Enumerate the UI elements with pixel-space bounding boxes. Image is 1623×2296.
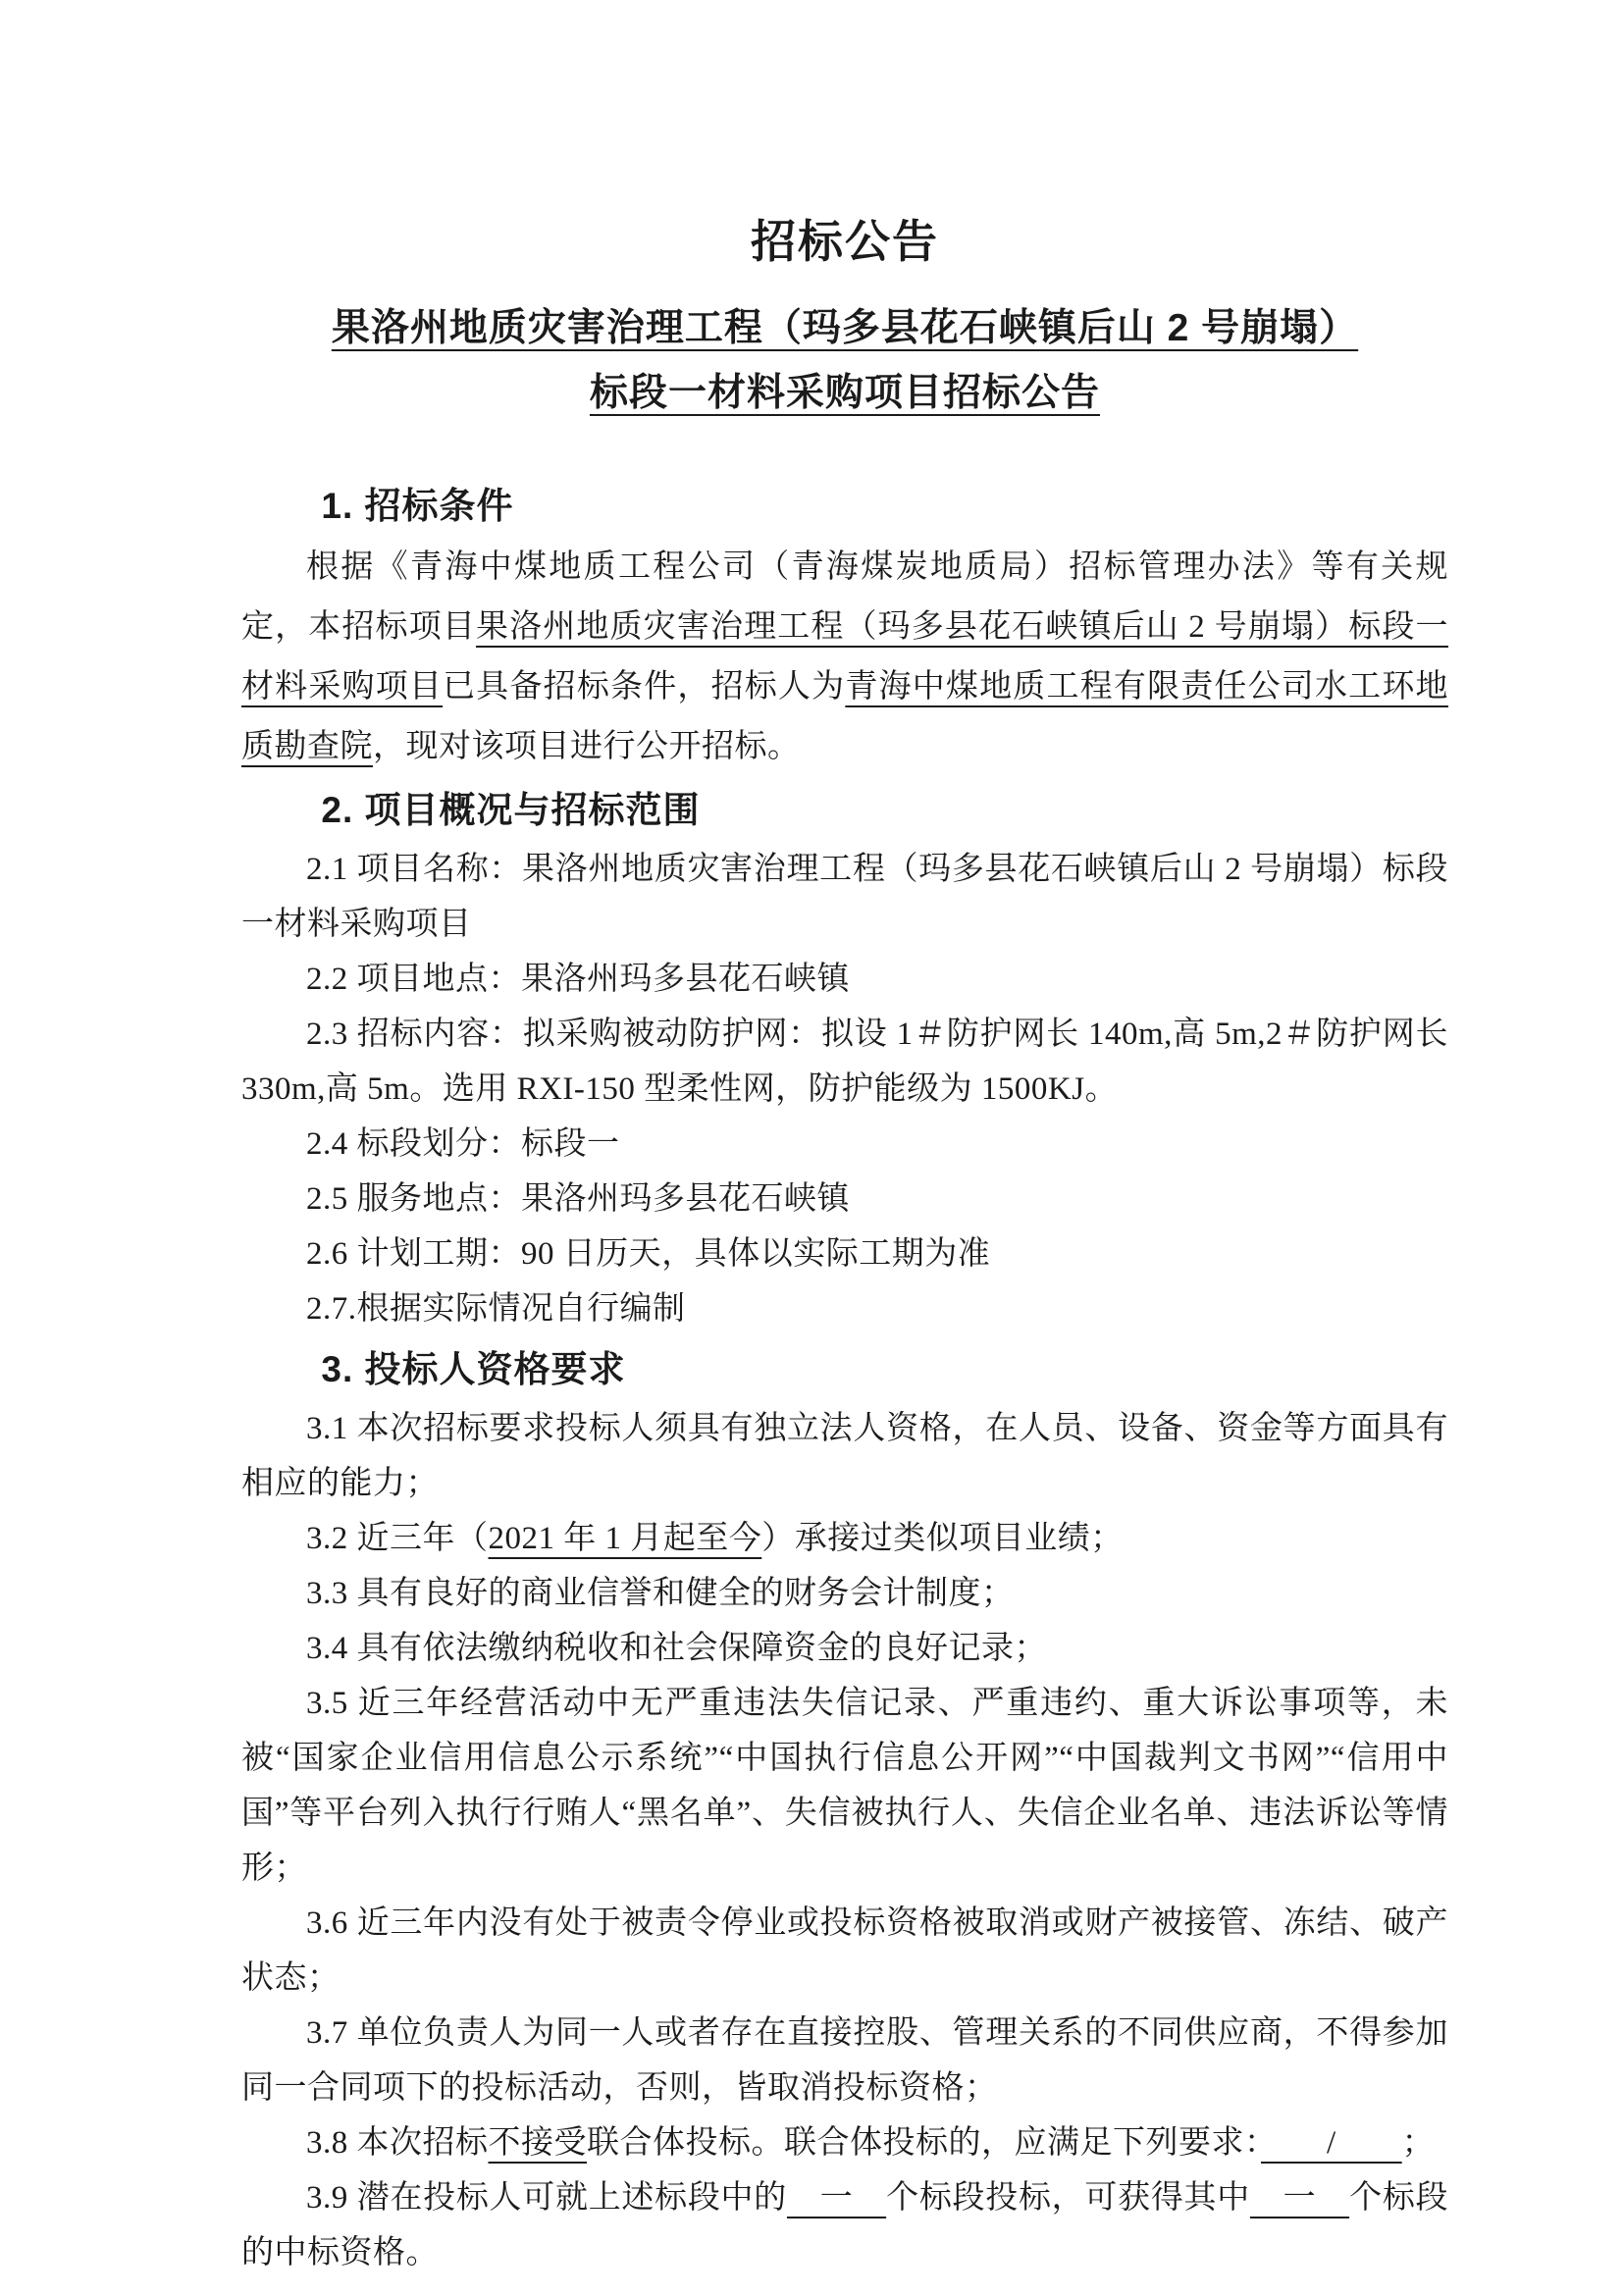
doc-subtitle-line-1 [241, 296, 1448, 361]
section-3-heading: 3. 投标人资格要求 [321, 1349, 626, 1389]
item-3-8-mid: 联合体投标。联合体投标的，应满足下列要求： [587, 2125, 1261, 2161]
item-3-2-period-underlined: 2021 年 1 月起至今 [488, 1521, 762, 1556]
item-2-3: 2.3 招标内容：拟采购被动防护网：拟设 1＃防护网长 140m,高 5m,2＃防护网长 330m,高 5m。选用 RXI-150 型柔性网，防护能级为 1500KJ。 [241, 1017, 1448, 1107]
item-3-9-blank-one-1: 一 [786, 2180, 887, 2216]
item-3-8-blank-slash: / [1261, 2125, 1402, 2161]
doc-subtitle-line-1-text: 果洛州地质灾害治理工程（玛多县花石峡镇后山 2 号崩塌） [331, 307, 1359, 349]
doc-subtitle-line-2-text: 标段一材料采购项目招标公告 [589, 372, 1100, 414]
item-3-3: 3.3 具有良好的商业信誉和健全的财务会计制度； [306, 1576, 1015, 1611]
project-name-underlined: 果洛州地质灾害治理工程（玛多县花石峡镇后山 2 号崩塌）标段一材料采购项目 [241, 609, 1449, 704]
item-3-2-lead: 3.2 近三年（ [306, 1521, 489, 1556]
item-3-9-tail: 个标段的中标资格。 [241, 2180, 1449, 2270]
item-3-2 [241, 1511, 1448, 1566]
item-3-8-lead: 3.8 本次招标 [306, 2125, 489, 2161]
item-2-6: 2.6 计划工期：90 日历天，具体以实际工期为准 [306, 1236, 991, 1272]
item-2-4: 2.4 标段划分：标段一 [306, 1126, 620, 1162]
item-3-8 [241, 2115, 1448, 2170]
item-2-2: 2.2 项目地点：果洛州玛多县花石峡镇 [306, 962, 850, 997]
item-3-8-tail: ； [1401, 2125, 1436, 2161]
item-2-7: 2.7.根据实际情况自行编制 [306, 1291, 686, 1327]
item-3-8-not-accept-underlined: 不接受 [488, 2125, 587, 2161]
section-1-paragraph-mid: 已具备招标条件，招标人为 [443, 669, 846, 704]
item-3-9-lead: 3.9 潜在投标人可就上述标段中的 [306, 2180, 787, 2216]
doc-title: 招标公告 [751, 216, 939, 267]
item-3-1: 3.1 本次招标要求投标人须具有独立法人资格，在人员、设备、资金等方面具有相应的能力； [241, 1411, 1448, 1501]
tenderer-name-underlined: 青海中煤地质工程有限责任公司水工环地质勘查院 [241, 669, 1449, 764]
item-3-9 [241, 2170, 1448, 2280]
item-2-1: 2.1 项目名称：果洛州地质灾害治理工程（玛多县花石峡镇后山 2 号崩塌）标段一材料采购项目 [241, 852, 1448, 942]
item-3-6: 3.6 近三年内没有处于被责令停业或投标资格被取消或财产被接管、冻结、破产状态； [241, 1905, 1448, 1996]
section-2-heading: 2. 项目概况与招标范围 [321, 790, 701, 830]
doc-subtitle-line-2 [241, 361, 1448, 426]
section-1-paragraph [241, 538, 1448, 777]
item-3-9-mid: 个标段投标，可获得其中 [886, 2180, 1250, 2216]
item-3-2-tail: ）承接过类似项目业绩； [761, 1521, 1124, 1556]
item-3-9-blank-one-2: 一 [1249, 2180, 1350, 2216]
item-3-7: 3.7 单位负责人为同一人或者存在直接控股、管理关系的不同供应商，不得参加同一合同项下的投标活动，否则，皆取消投标资格； [241, 2015, 1448, 2106]
section-1-paragraph-lead: 根据《青海中煤地质工程公司（青海煤炭地质局）招标管理办法》等有关规定，本招标项目 [241, 549, 1448, 645]
section-1-heading: 1. 招标条件 [321, 486, 514, 526]
item-3-4: 3.4 具有依法缴纳税收和社会保障资金的良好记录； [306, 1631, 1047, 1666]
item-3-5: 3.5 近三年经营活动中无严重违法失信记录、严重违约、重大诉讼事项等，未被“国家企业信用信息公示系统”“中国执行信息公开网”“中国裁判文书网”“信用中国”等平台列入执行行贿人“黑名单”、失信被执行人、失信企业名单、违法诉讼等情形； [241, 1686, 1448, 1886]
section-1-paragraph-tail: ，现对该项目进行公开招标。 [373, 729, 801, 764]
item-2-5: 2.5 服务地点：果洛州玛多县花石峡镇 [306, 1181, 850, 1217]
